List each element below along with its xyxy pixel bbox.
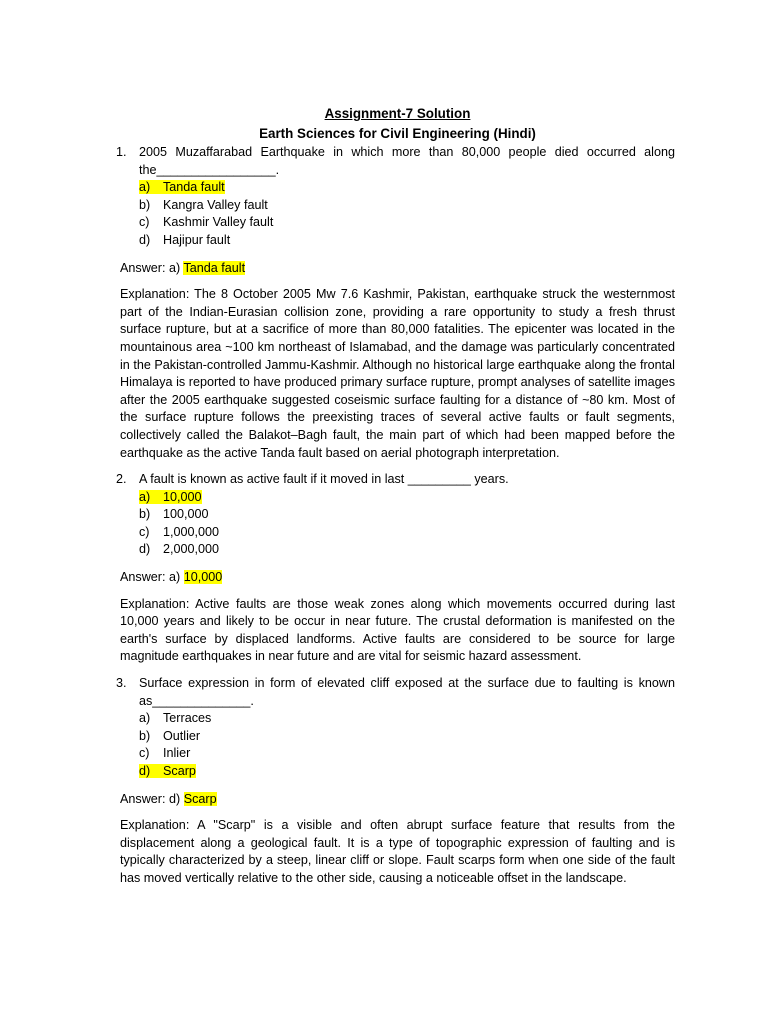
option-item: [139, 710, 675, 728]
option-text: 1,000,000: [163, 524, 220, 539]
answer-prefix: Answer: a): [120, 570, 184, 585]
option-text: Kashmir Valley fault: [163, 215, 274, 230]
option-letter: a): [139, 711, 151, 726]
option-item: [139, 763, 675, 781]
explanation-text: Explanation: A "Scarp" is a visible and often abrupt surface feature that results from the displacement along a geological fault. It is a type of topographic expression of faulting and is typically characterized by a steep, linear cliff or slope. Fault scarps form when one side of the fault has moved vertically relative to the other side, causing a noticeable offset in the landscape.: [120, 818, 675, 885]
option-letter: a): [139, 180, 151, 195]
question-number: 1.: [116, 145, 127, 159]
option-text: Hajipur fault: [163, 232, 231, 247]
option-item: [139, 524, 675, 542]
option-letter: b): [139, 728, 151, 743]
option-highlighted: [139, 764, 196, 778]
option-highlighted: [139, 490, 202, 504]
answer-line: [120, 260, 675, 278]
option-text: 10,000: [163, 489, 202, 504]
option-text: Kangra Valley fault: [163, 197, 268, 212]
question-prompt: Surface expression in form of elevated cliff exposed at the surface due to faulting is known as______________.: [139, 676, 675, 708]
option-letter: c): [139, 746, 150, 761]
document-page: [116, 104, 675, 888]
question-block-2: [116, 471, 675, 666]
question-number: 3.: [116, 676, 127, 691]
option-letter: a): [139, 489, 151, 504]
question-text: [116, 144, 675, 179]
answer-value: Tanda fault: [183, 260, 246, 275]
option-letter: b): [139, 507, 151, 522]
answer-prefix: Answer: a): [120, 260, 184, 275]
answer-prefix: Answer: d): [120, 791, 184, 806]
answer-line: [120, 569, 675, 587]
option-item: [139, 506, 675, 524]
option-text: Scarp: [163, 764, 196, 778]
option-item: [139, 745, 675, 763]
option-item: [139, 232, 675, 250]
document-title: Assignment-7 Solution: [324, 106, 471, 121]
question-prompt: 2005 Muzaffarabad Earthquake in which more than 80,000 people died occurred along the_________________.: [139, 145, 675, 177]
answer-value: Scarp: [183, 791, 217, 806]
option-letter: b): [139, 197, 151, 212]
option-list: [139, 179, 675, 249]
option-text: 2,000,000: [163, 542, 220, 557]
option-letter: d): [139, 232, 151, 247]
option-item: [139, 214, 675, 232]
option-list: [139, 710, 675, 780]
option-letter: c): [139, 215, 150, 230]
option-list: [139, 489, 675, 559]
option-text: Outlier: [163, 728, 201, 743]
option-text: Inlier: [163, 746, 191, 761]
explanation-text: Explanation: The 8 October 2005 Mw 7.6 Kashmir, Pakistan, earthquake struck the westernmost part of the Indian-Eurasian collision zone, providing a rare opportunity to study a fresh thrust surface rupture, but at a sacrifice of more than 80,000 fatalities. The epicenter was located in the mountainous area ~100 km northeast of Islamabad, and the damage was particularly concentrated in the Pakistan-controlled Jammu-Kashmir. Although no historical large earthquake along the frontal Himalaya is reported to have produced primary surface rupture, prompt analyses of satellite images after the 2005 earthquake suggested coseismic surface faulting for a distance of ~80 km. Most of the surface rupture follows the preexisting traces of several active faults or fault segments, collectively called the Balakot–Bagh fault, the main part of which had been mapped before the earthquake as the active Tanda fault based on aerial photograph interpretation.: [120, 287, 675, 460]
question-block-1: [116, 144, 675, 462]
option-item: [139, 728, 675, 746]
question-text: [116, 471, 675, 489]
option-item: [139, 197, 675, 215]
option-item: [139, 541, 675, 559]
option-item: [139, 179, 675, 197]
question-text: [116, 675, 675, 710]
option-letter: d): [139, 764, 151, 778]
document-subtitle: Earth Sciences for Civil Engineering (Hindi): [259, 126, 536, 141]
option-letter: d): [139, 542, 151, 557]
explanation-text: Explanation: Active faults are those weak zones along which movements occurred during last 10,000 years and likely to be occur in near future. The crustal deformation is manifested on the earth's surface by displaced landforms. Active faults are considered to be source for large magnitude earthquakes in near future and are vital for seismic hazard assessment.: [120, 596, 675, 664]
option-item: [139, 489, 675, 507]
option-text: Tanda fault: [163, 180, 225, 195]
question-block-3: [116, 675, 675, 888]
question-number: 2.: [116, 472, 127, 487]
option-letter: c): [139, 524, 150, 539]
option-text: Terraces: [163, 711, 212, 726]
answer-line: [120, 791, 675, 809]
option-text: 100,000: [163, 507, 209, 522]
answer-value: 10,000: [183, 570, 223, 585]
question-prompt: A fault is known as active fault if it moved in last _________ years.: [139, 472, 509, 487]
option-highlighted: [139, 180, 225, 194]
